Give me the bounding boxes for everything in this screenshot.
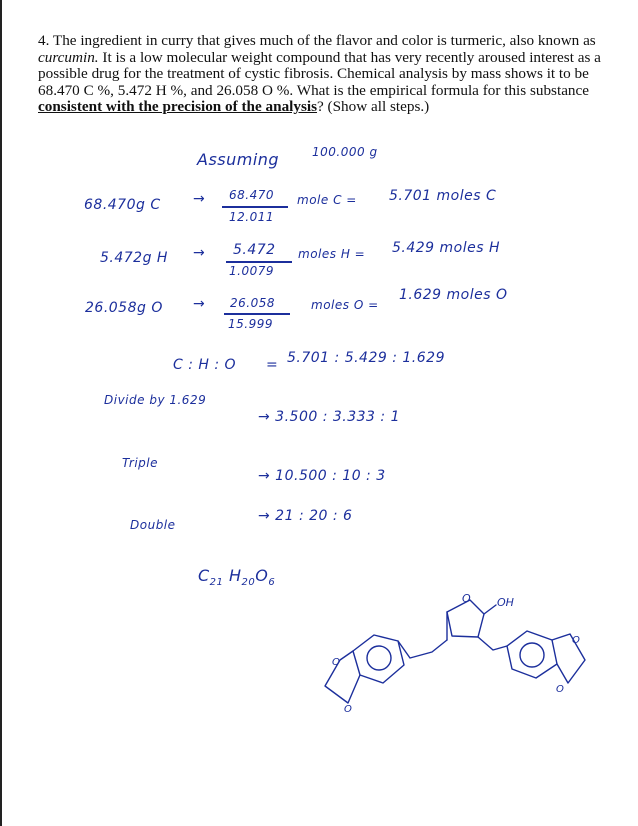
- right-chain-link: [478, 637, 507, 650]
- right-ring-inner-circle: [520, 643, 544, 667]
- atom-label-left-oxygen-top: O: [332, 657, 340, 668]
- atom-label-hydroxyl: OH: [497, 596, 514, 609]
- atom-label-right-oxygen-top: O: [572, 635, 580, 646]
- atom-label-left-oxygen-bottom: O: [344, 704, 352, 715]
- mole-label-carbon: mole C =: [297, 193, 357, 207]
- result-carbon: 5.701 moles C: [389, 188, 497, 204]
- question-part-3: ? (Show all steps.): [317, 98, 430, 116]
- mole-label-oxygen: moles O =: [311, 298, 379, 312]
- compound-name: curcumin.: [38, 48, 99, 66]
- left-ring-inner-circle: [367, 646, 391, 670]
- left-benzene-ring: [353, 635, 404, 683]
- formula-c-subscript: 21: [209, 577, 224, 589]
- formula-h: H: [229, 566, 242, 585]
- numerator-carbon: 68.470: [229, 188, 274, 202]
- numerator-hydrogen: 5.472: [233, 242, 276, 258]
- formula-o: O: [255, 566, 269, 585]
- denominator-hydrogen: 1.0079: [229, 264, 274, 278]
- right-benzene-ring: [507, 631, 557, 678]
- result-oxygen: 1.629 moles O: [399, 287, 508, 303]
- tripled-ratio: → 10.500 : 10 : 3: [258, 468, 386, 484]
- doubled-ratio: → 21 : 20 : 6: [258, 508, 353, 524]
- formula-h-subscript: 20: [241, 577, 256, 589]
- denominator-oxygen: 15.999: [228, 317, 273, 331]
- numerator-oxygen: 26.058: [230, 296, 275, 310]
- question-part-2: It is a low molecular weight compound that has very recently aroused interest as a possible drug for the treatment of cystic fibrosis. Chemical analysis by mass shows it to be 68.470 C %, 5.472 H %, and 26.058 O %. What is the empirical formula for this substance: [38, 48, 601, 99]
- left-chain-link: [398, 640, 447, 658]
- divide-label: Divide by 1.629: [104, 393, 207, 407]
- mole-label-hydrogen: moles H =: [298, 247, 366, 261]
- divided-ratio: → 3.500 : 3.333 : 1: [258, 409, 400, 425]
- question-part-1: The ingredient in curry that gives much of the flavor and color is turmeric, also known as: [52, 32, 596, 49]
- ratio-label: C : H : O: [173, 357, 237, 373]
- formula-c: C: [198, 566, 210, 585]
- right-dioxole-ring: [552, 634, 585, 683]
- triple-label: Triple: [122, 456, 158, 470]
- result-hydrogen: 5.429 moles H: [392, 240, 501, 256]
- ratio-equals: =: [266, 357, 279, 373]
- arrow-carbon: →: [193, 191, 206, 207]
- hydroxyl-bond: [484, 605, 496, 614]
- mass-oxygen: 26.058g O: [85, 300, 163, 316]
- page-edge: [0, 0, 2, 826]
- mass-carbon: 68.470g C: [84, 197, 161, 213]
- tetrahydrofuran-ring: [447, 600, 484, 637]
- mass-hydrogen: 5.472g H: [100, 250, 168, 266]
- arrow-hydrogen: →: [193, 245, 206, 261]
- ratio-values: 5.701 : 5.429 : 1.629: [287, 350, 445, 366]
- double-label: Double: [130, 518, 176, 532]
- question-number: 4.: [38, 32, 50, 49]
- atom-label-right-oxygen-bottom: O: [556, 684, 564, 695]
- atom-label-ring-oxygen: O: [462, 592, 471, 605]
- denominator-carbon: 12.011: [229, 210, 274, 224]
- formula-o-subscript: 6: [268, 577, 276, 589]
- assuming-value: 100.000 g: [312, 145, 378, 159]
- emphasis-text: consistent with the precision of the analysis: [38, 98, 318, 116]
- assuming-label: Assuming: [197, 150, 280, 169]
- arrow-oxygen: →: [193, 296, 206, 312]
